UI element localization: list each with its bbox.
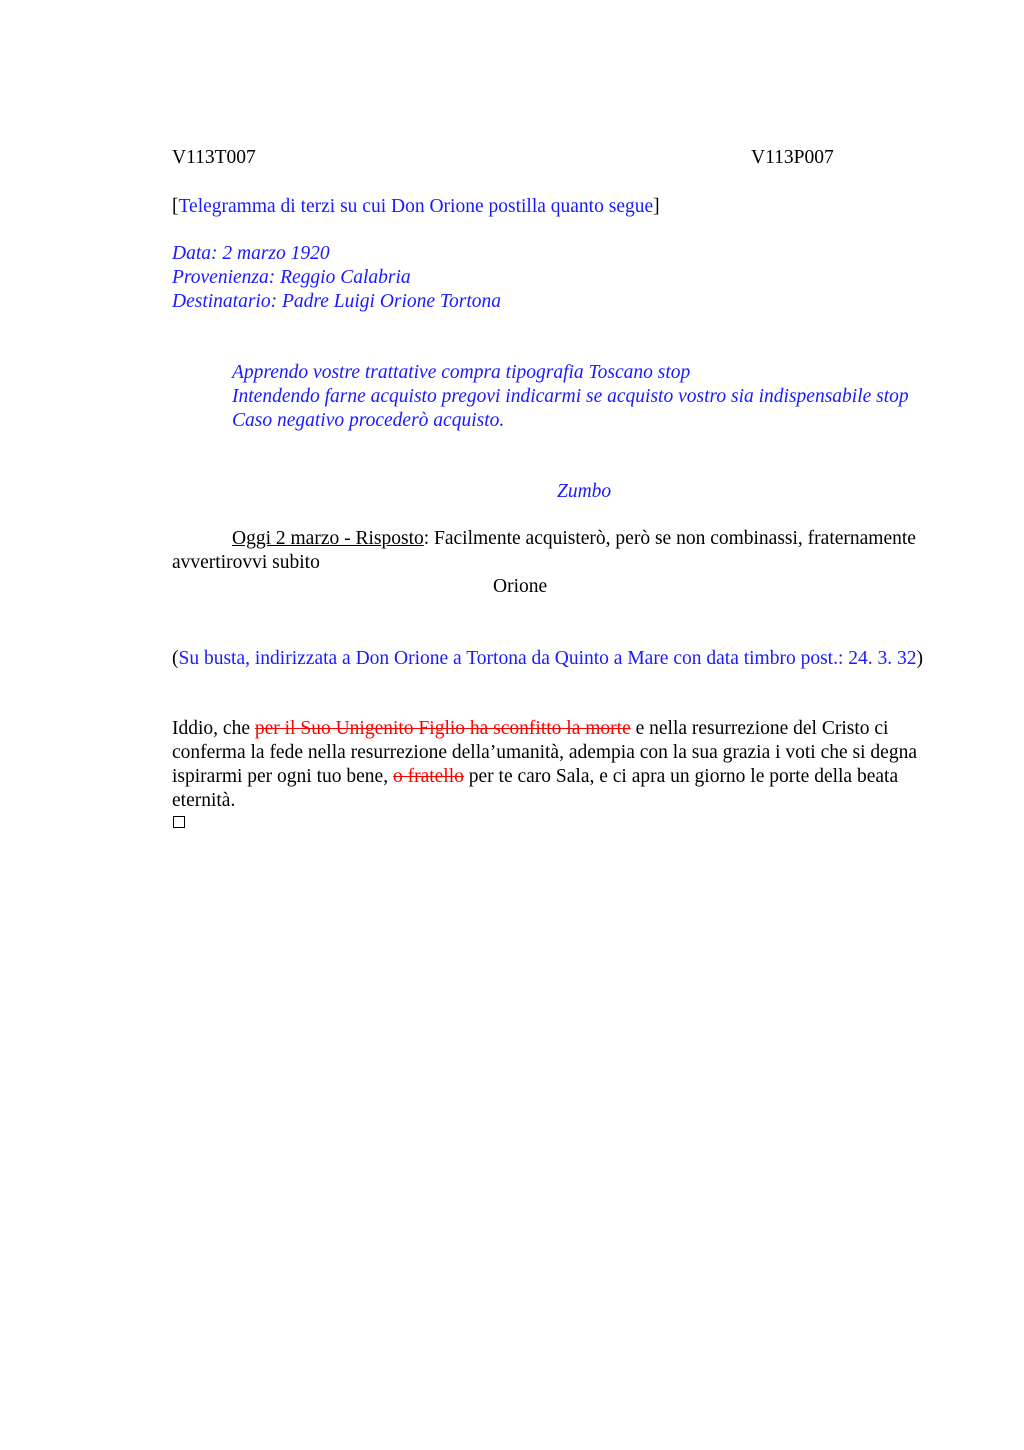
- final-part-3: per te caro Sala, e ci apra un giorno le porte della beata eternità.: [172, 766, 899, 811]
- meta-destinatario: Destinatario: Padre Luigi Orione Tortona: [172, 291, 501, 312]
- reply-underlined: Oggi 2 marzo - Risposto: [232, 528, 424, 549]
- intro-text: Telegramma di terzi su cui Don Orione postilla quanto segue: [178, 196, 654, 217]
- telegram-line-3: Caso negativo procederò acquisto.: [232, 410, 505, 431]
- envelope-close-paren: ): [916, 648, 924, 669]
- envelope-open-paren: (: [172, 648, 179, 669]
- right-code: V113P007: [751, 147, 834, 168]
- reply-signature: Orione: [493, 576, 548, 597]
- final-part-1: Iddio, che: [172, 718, 255, 739]
- meta-data-date: Data: 2 marzo 1920: [172, 243, 330, 264]
- intro-close-bracket: ]: [653, 196, 660, 217]
- empty-square-icon: [173, 816, 185, 828]
- intro-open-bracket: [: [172, 196, 179, 217]
- meta-provenienza: Provenienza: Reggio Calabria: [172, 267, 411, 288]
- final-paragraph: [172, 717, 932, 813]
- intro-line: [172, 195, 932, 219]
- telegram-line-1: Apprendo vostre trattative compra tipografia Toscano stop: [232, 362, 691, 383]
- telegram-metadata: [172, 242, 932, 314]
- telegram-line-2: Intendendo farne acquisto pregovi indicarmi se acquisto vostro sia indispensabile stop: [232, 386, 909, 407]
- reply-text: : Facilmente acquisterò, però se non combinassi, fraternamente avvertirovvi subito: [172, 528, 916, 573]
- telegram-body: [172, 361, 932, 433]
- final-part-2: e nella resurrezione del Cristo ci conferma la fede nella resurrezione della’umanità, adempia con la sua grazia i voti che si degna ispirarmi per ogni tuo bene,: [172, 718, 917, 787]
- envelope-text: Su busta, indirizzata a Don Orione a Tortona da Quinto a Mare con data timbro post.: 24. 3. 32: [178, 648, 917, 669]
- deleted-text-1: per il Suo Unigenito Figlio ha sconfitto la morte: [254, 718, 631, 739]
- envelope-note: [172, 647, 932, 671]
- telegram-signature: Zumbo: [557, 481, 612, 502]
- left-code: V113T007: [172, 147, 256, 168]
- deleted-text-2: o fratello: [392, 766, 464, 787]
- reply-paragraph: [172, 527, 932, 575]
